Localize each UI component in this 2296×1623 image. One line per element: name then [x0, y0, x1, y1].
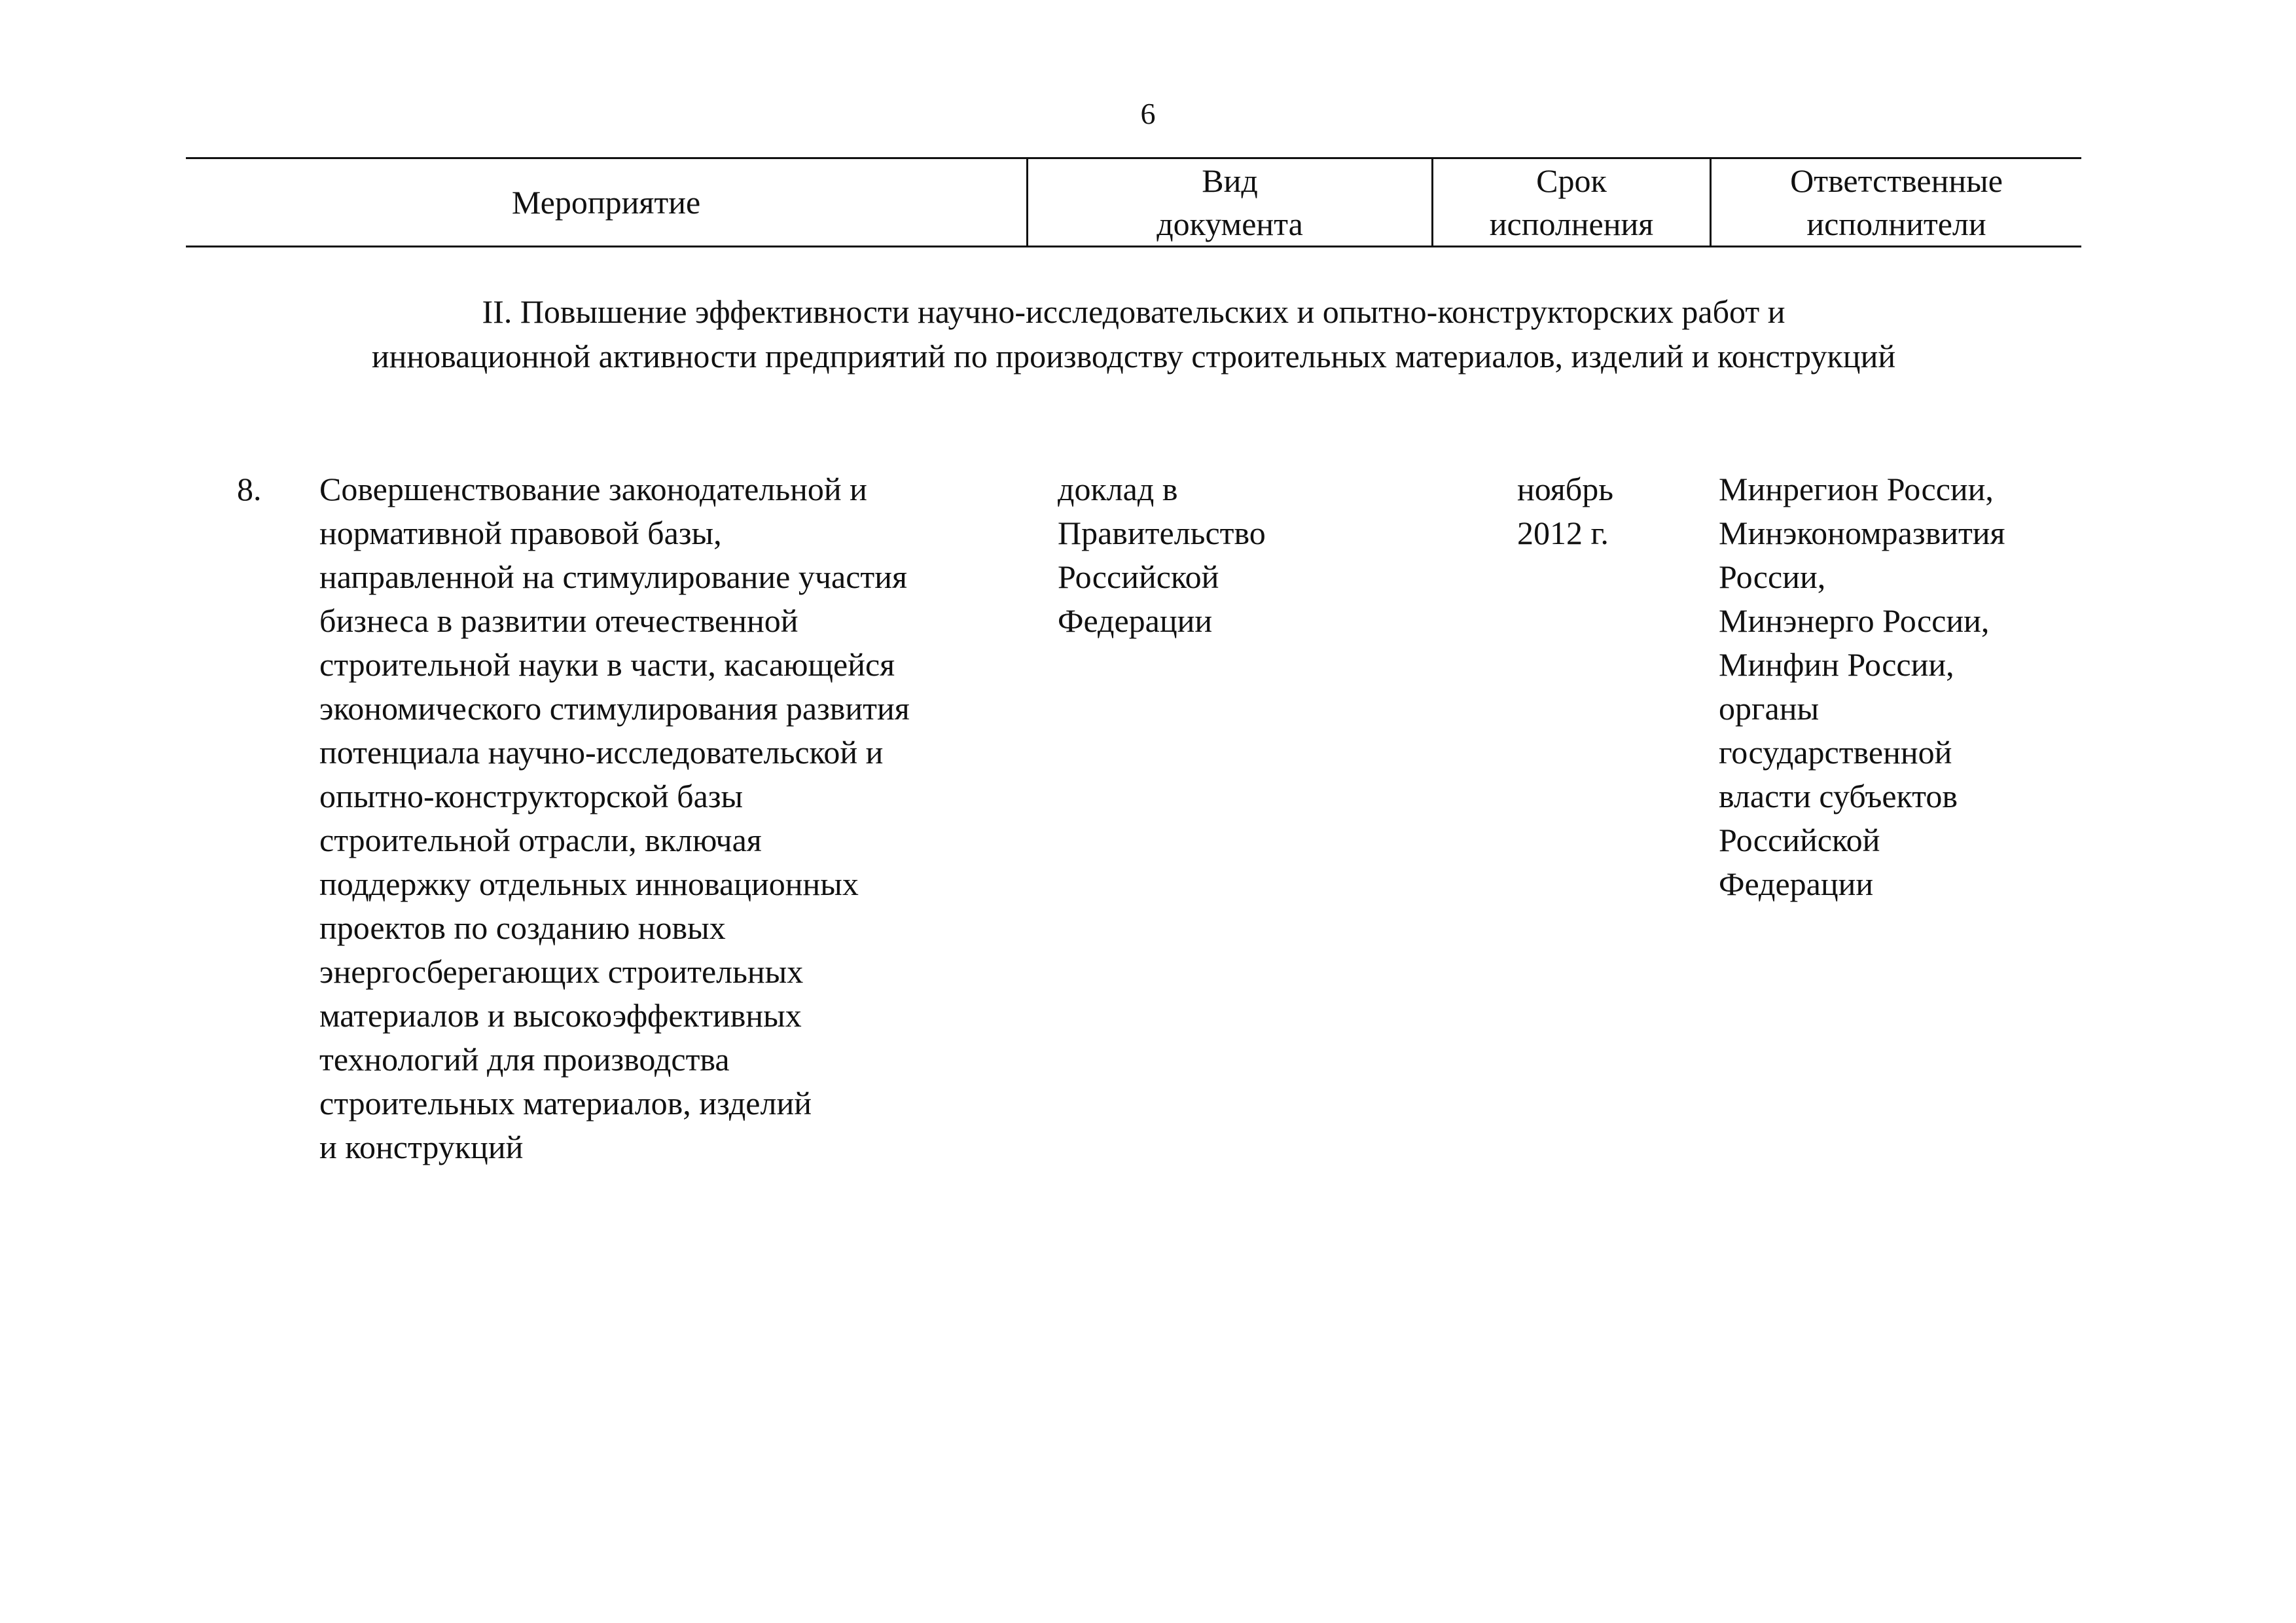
responsible-line: Минфин России,: [1719, 646, 1954, 683]
responsible-line: России,: [1719, 558, 1826, 595]
responsible-line: Минрегион России,: [1719, 471, 1994, 507]
header-event-label: Мероприятие: [511, 184, 701, 221]
responsible-line: Федерации: [1719, 866, 1874, 902]
event-line: строительной науки в части, касающейся: [319, 646, 895, 683]
doc-type-line: доклад в: [1058, 471, 1178, 507]
header-event: [186, 159, 1026, 246]
responsible-line: государственной: [1719, 734, 1952, 771]
deadline-line: 2012 г.: [1517, 515, 1609, 551]
responsible-line: Российской: [1719, 822, 1880, 858]
doc-type-line: Правительство: [1058, 515, 1266, 551]
event-line: направленной на стимулирование участия: [319, 558, 907, 595]
header-responsible: [1710, 159, 2081, 246]
responsible-line: Минэнерго России,: [1719, 602, 1990, 639]
event-line: материалов и высокоэффективных: [319, 997, 802, 1034]
event-line: Совершенствование законодательной и: [319, 471, 867, 507]
doc-type-line: Федерации: [1058, 602, 1213, 639]
event-line: опытно-конструкторской базы: [319, 778, 744, 814]
event-line: технологий для производства: [319, 1041, 730, 1078]
event-line: проектов по созданию новых: [319, 909, 726, 946]
row-number: 8.: [237, 471, 262, 507]
event-line: строительных материалов, изделий: [319, 1085, 812, 1122]
event-line: энергосберегающих строительных: [319, 953, 804, 990]
event-line: экономического стимулирования развития: [319, 690, 910, 727]
event-line: потенциала научно-исследовательской и: [319, 734, 884, 771]
header-deadline-line: Срок: [1536, 162, 1607, 199]
header-doc-type: [1026, 159, 1431, 246]
event-line: строительной отрасли, включая: [319, 822, 762, 858]
event-line: поддержку отдельных инновационных: [319, 866, 859, 902]
doc-type-line: Российской: [1058, 558, 1219, 595]
event-line: и конструкций: [319, 1129, 524, 1165]
responsible-line: Минэкономразвития: [1719, 515, 2005, 551]
header-deadline: [1431, 159, 1710, 246]
header-doc-type-line: Вид: [1202, 162, 1258, 199]
header-deadline-line: исполнения: [1489, 206, 1654, 242]
row-event: [319, 467, 1052, 1169]
row-doc-type: [1058, 467, 1424, 643]
page-number: 6: [1140, 97, 1156, 130]
event-line: нормативной правовой базы,: [319, 515, 722, 551]
header-doc-type-line: документа: [1157, 206, 1303, 242]
table-header: [186, 157, 2081, 247]
event-line: бизнеса в развитии отечественной: [319, 602, 798, 639]
header-responsible-line: исполнители: [1806, 206, 1986, 242]
section-title-line: инновационной активности предприятий по производству строительных материалов, изделий и конструкций: [371, 338, 1896, 374]
row-responsible: [1719, 467, 2111, 906]
section-title-line: II. Повышение эффективности научно-исследовательских и опытно-конструкторских работ и: [482, 293, 1785, 330]
responsible-line: власти субъектов: [1719, 778, 1958, 814]
deadline-line: ноябрь: [1517, 471, 1614, 507]
section-title: [186, 289, 2081, 378]
responsible-line: органы: [1719, 690, 1820, 727]
row-deadline: [1517, 467, 1687, 555]
header-responsible-line: Ответственные: [1790, 162, 2003, 199]
